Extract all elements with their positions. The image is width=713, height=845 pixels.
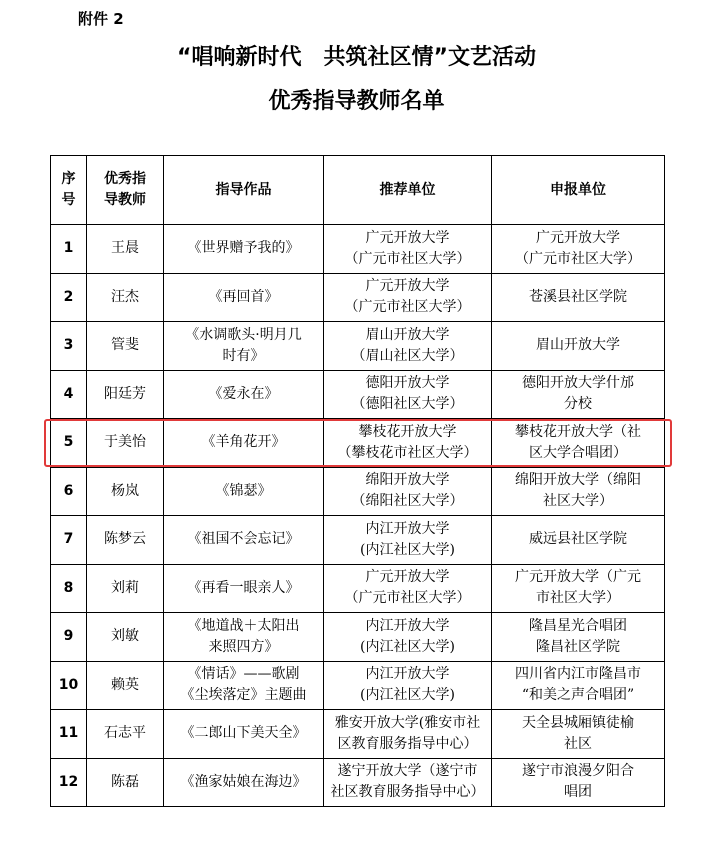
cell-apply-unit-line: 广元开放大学	[536, 229, 620, 246]
cell-number	[51, 516, 87, 565]
cell-work-line: 《锦瑟》	[215, 482, 272, 499]
cell-teacher	[87, 661, 164, 710]
cell-teacher	[87, 613, 164, 662]
cell-recommend-unit-line: 绵阳开放大学	[365, 472, 450, 489]
cell-number	[51, 467, 87, 516]
cell-recommend-unit-line: （德阳社区大学）	[351, 396, 464, 413]
cell-work-line: 《世界赠予我的》	[187, 240, 300, 257]
cell-work	[164, 370, 324, 419]
cell-apply-unit	[492, 467, 665, 516]
cell-apply-unit	[492, 322, 665, 371]
cell-recommend-unit	[324, 273, 492, 322]
cell-work	[164, 467, 324, 516]
cell-recommend-unit	[324, 516, 492, 565]
cell-apply-unit-line: 遂宁市浪漫夕阳合	[522, 763, 634, 780]
cell-teacher	[87, 516, 164, 565]
cell-recommend-unit-line: 雅安开放大学(雅安市社	[334, 714, 481, 731]
cell-number-line: 1	[63, 240, 74, 257]
cell-apply-unit-line: （广元市社区大学）	[515, 250, 641, 267]
cell-number-line: 5	[63, 434, 74, 451]
cell-number-line: 6	[63, 482, 74, 499]
cell-recommend-unit	[324, 661, 492, 710]
cell-recommend-unit	[324, 419, 492, 468]
cell-teacher	[87, 273, 164, 322]
cell-apply-unit	[492, 419, 665, 468]
cell-work	[164, 273, 324, 322]
cell-recommend-unit-line: （广元市社区大学）	[344, 299, 471, 316]
cell-recommend-unit-line: （广元市社区大学）	[344, 590, 471, 607]
cell-recommend-unit-line: 内江开放大学	[365, 520, 450, 537]
cell-apply-unit-line: 眉山开放大学	[536, 337, 620, 354]
cell-work-line: 《祖国不会忘记》	[187, 531, 300, 548]
cell-teacher-line: 汪杰	[111, 288, 139, 305]
cell-recommend-unit	[324, 758, 492, 807]
cell-apply-unit	[492, 370, 665, 419]
cell-apply-unit-line: 德阳开放大学什邡	[522, 375, 634, 392]
cell-apply-unit-line: 天全县城厢镇徒榆	[522, 714, 634, 731]
cell-teacher	[87, 322, 164, 371]
cell-apply-unit	[492, 225, 665, 274]
cell-recommend-unit	[324, 613, 492, 662]
cell-recommend-unit-line: 区教育服务指导中心）	[337, 735, 478, 752]
cell-recommend-unit-line: （绵阳社区大学）	[351, 493, 464, 510]
cell-number-line: 9	[63, 628, 74, 645]
cell-apply-unit	[492, 613, 665, 662]
table-row	[51, 758, 665, 807]
cell-work-line: 《二郎山下美天全》	[180, 725, 307, 742]
cell-recommend-unit-line: 广元开放大学	[365, 278, 450, 295]
cell-recommend-unit-line: (内江社区大学)	[360, 687, 455, 704]
cell-apply-unit	[492, 710, 665, 759]
cell-number	[51, 564, 87, 613]
cell-apply-unit	[492, 758, 665, 807]
cell-teacher	[87, 710, 164, 759]
column-header-recommend-unit: 推荐单位	[324, 156, 492, 225]
table-row	[51, 370, 665, 419]
cell-recommend-unit-line: 德阳开放大学	[365, 375, 450, 392]
document-subtitle: 优秀指导教师名单	[268, 89, 445, 114]
cell-number	[51, 322, 87, 371]
table-row	[51, 273, 665, 322]
cell-recommend-unit-line: 眉山开放大学	[365, 326, 450, 343]
cell-apply-unit	[492, 516, 665, 565]
cell-recommend-unit	[324, 710, 492, 759]
cell-apply-unit-line: 广元开放大学（广元	[515, 569, 641, 586]
column-header-apply-unit: 申报单位	[492, 156, 665, 225]
cell-work	[164, 564, 324, 613]
cell-teacher-line: 陈磊	[111, 773, 139, 790]
cell-teacher	[87, 758, 164, 807]
cell-teacher-line: 王晨	[111, 240, 139, 257]
cell-recommend-unit-line: 内江开放大学	[365, 666, 450, 683]
cell-work	[164, 419, 324, 468]
cell-work	[164, 225, 324, 274]
attachment-label: 附件 2	[78, 10, 124, 28]
cell-recommend-unit-line: 广元开放大学	[365, 229, 450, 246]
cell-recommend-unit-line: （攀枝花市社区大学）	[337, 444, 478, 461]
cell-apply-unit-line: 社区大学）	[543, 493, 613, 510]
cell-number	[51, 225, 87, 274]
column-header-teacher: 优秀指 导教师	[87, 156, 164, 225]
cell-number	[51, 710, 87, 759]
cell-number	[51, 370, 87, 419]
cell-number	[51, 758, 87, 807]
cell-work	[164, 613, 324, 662]
cell-teacher-line: 石志平	[104, 725, 146, 742]
cell-number	[51, 273, 87, 322]
cell-apply-unit-line: 攀枝花开放大学（社	[515, 423, 641, 440]
table-row	[51, 322, 665, 371]
cell-apply-unit-line: 威远县社区学院	[529, 531, 627, 548]
cell-apply-unit-line: 苍溪县社区学院	[529, 288, 627, 305]
cell-apply-unit-line: 区大学合唱团）	[529, 444, 627, 461]
cell-teacher-line: 杨岚	[111, 482, 139, 499]
cell-work	[164, 710, 324, 759]
table-row	[51, 564, 665, 613]
cell-number	[51, 661, 87, 710]
cell-number-line: 3	[63, 337, 74, 354]
cell-work-line: 《地道战＋太阳出	[187, 617, 300, 634]
cell-apply-unit	[492, 661, 665, 710]
cell-work-line: 《爱永在》	[208, 385, 279, 402]
cell-work-line: 《渔家姑娘在海边》	[180, 773, 307, 790]
cell-recommend-unit	[324, 467, 492, 516]
cell-apply-unit-line: 隆昌星光合唱团	[529, 617, 627, 634]
cell-recommend-unit	[324, 225, 492, 274]
cell-teacher	[87, 419, 164, 468]
cell-teacher-line: 阳廷芳	[104, 385, 146, 402]
cell-recommend-unit	[324, 322, 492, 371]
cell-work-line: 《羊角花开》	[201, 434, 286, 451]
cell-apply-unit-line: 隆昌社区学院	[536, 638, 620, 655]
cell-number-line: 2	[63, 288, 74, 305]
cell-recommend-unit-line: 内江开放大学	[365, 617, 450, 634]
cell-recommend-unit-line: (内江社区大学)	[360, 541, 455, 558]
cell-teacher-line: 于美怡	[104, 434, 146, 451]
cell-work-line: 《再看一眼亲人》	[187, 579, 300, 596]
cell-apply-unit-line: 市社区大学）	[536, 590, 620, 607]
cell-number-line: 8	[63, 579, 74, 596]
cell-apply-unit-line: “和美之声合唱团”	[521, 687, 635, 704]
table-row	[51, 710, 665, 759]
table-header-row	[51, 156, 665, 225]
cell-work-line: 《情话》——歌剧	[187, 666, 300, 683]
teacher-list-table	[50, 155, 665, 807]
cell-recommend-unit-line: 攀枝花开放大学	[358, 423, 457, 440]
cell-recommend-unit-line: （广元市社区大学）	[344, 250, 471, 267]
cell-apply-unit-line: 唱团	[564, 784, 592, 801]
cell-apply-unit-line: 四川省内江市隆昌市	[515, 666, 641, 683]
cell-work	[164, 516, 324, 565]
cell-work-line: 来照四方》	[208, 638, 279, 655]
cell-teacher	[87, 564, 164, 613]
cell-number-line: 4	[63, 385, 74, 402]
cell-number-line: 12	[58, 773, 79, 790]
cell-recommend-unit-line: 广元开放大学	[365, 569, 450, 586]
cell-recommend-unit	[324, 370, 492, 419]
cell-teacher	[87, 370, 164, 419]
cell-apply-unit-line: 社区	[564, 735, 592, 752]
cell-recommend-unit-line: (内江社区大学)	[360, 638, 455, 655]
cell-work-line: 《水调歌头·明月几	[185, 326, 302, 343]
table-row	[51, 467, 665, 516]
cell-number-line: 11	[58, 725, 79, 742]
cell-teacher-line: 刘莉	[111, 579, 139, 596]
cell-apply-unit-line: 绵阳开放大学（绵阳	[515, 472, 641, 489]
table-row	[51, 419, 665, 468]
cell-number	[51, 419, 87, 468]
cell-apply-unit	[492, 564, 665, 613]
cell-recommend-unit-line: 遂宁开放大学（遂宁市	[337, 763, 478, 780]
cell-recommend-unit-line: 社区教育服务指导中心）	[330, 784, 485, 801]
cell-work	[164, 322, 324, 371]
cell-work	[164, 661, 324, 710]
cell-teacher	[87, 225, 164, 274]
cell-recommend-unit-line: （眉山社区大学）	[351, 347, 464, 364]
cell-teacher-line: 刘敏	[111, 628, 139, 645]
cell-work-line: 《尘埃落定》主题曲	[180, 687, 307, 704]
document-title: “唱响新时代 共筑社区情”文艺活动	[177, 45, 536, 70]
table-row	[51, 613, 665, 662]
cell-teacher	[87, 467, 164, 516]
cell-apply-unit	[492, 273, 665, 322]
cell-teacher-line: 管斐	[111, 337, 139, 354]
cell-work-line: 时有》	[222, 347, 265, 364]
column-header-work: 指导作品	[164, 156, 324, 225]
cell-work-line: 《再回首》	[208, 288, 279, 305]
table-row	[51, 661, 665, 710]
cell-teacher-line: 赖英	[111, 676, 139, 693]
cell-number-line: 7	[63, 531, 74, 548]
cell-work	[164, 758, 324, 807]
table-row	[51, 225, 665, 274]
cell-recommend-unit	[324, 564, 492, 613]
cell-apply-unit-line: 分校	[564, 396, 592, 413]
table-row	[51, 516, 665, 565]
column-header-number: 序 号	[51, 156, 87, 225]
cell-number	[51, 613, 87, 662]
cell-teacher-line: 陈梦云	[104, 531, 146, 548]
cell-number-line: 10	[58, 676, 79, 693]
